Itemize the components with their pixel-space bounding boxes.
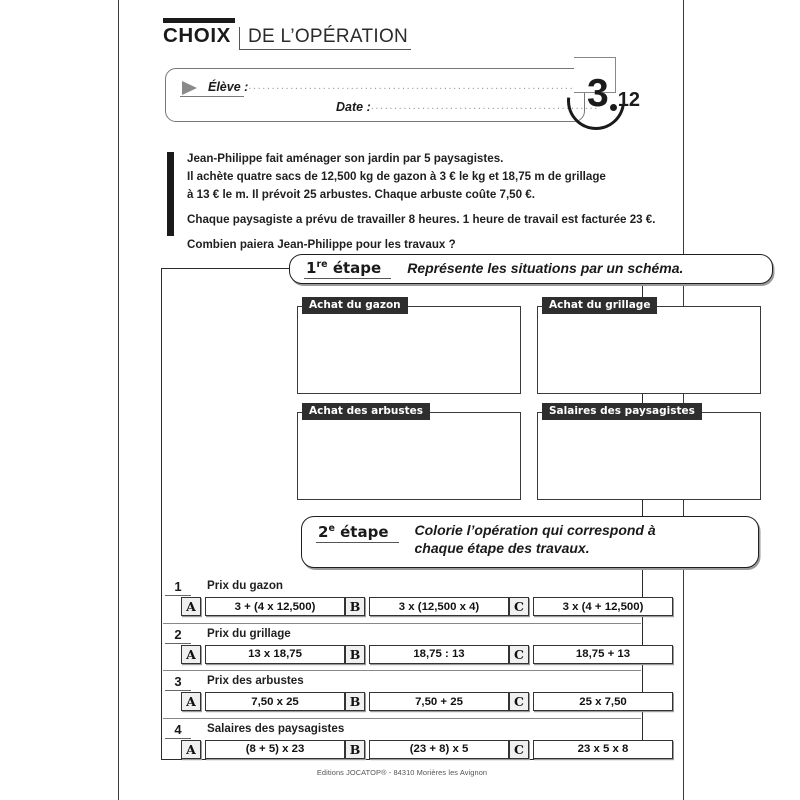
question-number: 1 [165,579,191,596]
question-title: Prix du gazon [207,579,284,592]
option-c[interactable] [509,740,673,759]
statement-accent-bar [167,152,174,236]
schema-box-arbustes[interactable] [297,405,521,500]
option-letter: C [509,597,529,616]
option-letter: A [181,645,201,664]
statement-line-2: Il achète quatre sacs de 12,500 kg de gazon à 3 € le kg et 18,75 m de grillage [187,169,606,183]
step-2-banner [301,516,759,568]
option-value[interactable]: 7,50 x 25 [205,692,345,711]
badge-dot-icon [610,104,617,111]
option-a[interactable] [181,597,345,616]
student-name-field[interactable] [208,80,574,94]
statement-line-3: à 13 € le m. Il prévoit 25 arbustes. Chaque arbuste coûte 7,50 €. [187,187,535,201]
date-field[interactable] [336,100,599,114]
question-number: 2 [165,627,191,644]
step-2-instruction-line-1: Colorie l’opération qui correspond à [414,522,656,538]
option-letter: B [345,740,365,759]
statement-line-4: Chaque paysagiste a prévu de travailler 8 heures. 1 heure de travail est facturée 23 €. [187,212,656,226]
title-subtitle: DE L’OPÉRATION [239,27,411,50]
option-letter: B [345,645,365,664]
option-value[interactable]: 18,75 + 13 [533,645,673,664]
option-b[interactable] [345,740,509,759]
step-1-instruction: Représente les situations par un schéma. [407,260,684,277]
date-label: Date : [336,100,371,114]
badge-minor-number: 12 [617,89,640,111]
option-a[interactable] [181,740,345,759]
option-value[interactable]: 3 + (4 x 12,500) [205,597,345,616]
date-dots: ................................................. [370,100,599,112]
option-letter: C [509,645,529,664]
option-value[interactable]: (23 + 8) x 5 [369,740,509,759]
exercise-number-badge [587,74,640,113]
step-1-banner [289,254,773,284]
schema-box-gazon[interactable] [297,299,521,394]
question-row [163,670,641,718]
option-b[interactable] [345,645,509,664]
problem-statement [167,150,657,254]
question-list [163,576,644,765]
step-2-tag: 2e étape [316,523,399,543]
title-main: CHOIX [163,24,231,47]
option-value[interactable]: 3 x (12,500 x 4) [369,597,509,616]
schema-box-grillage[interactable] [537,299,761,394]
schema-label: Achat des arbustes [302,403,430,420]
question-row [163,718,641,766]
option-letter: A [181,597,201,616]
schema-label: Achat du grillage [542,297,657,314]
option-letter: A [181,740,201,759]
schema-label: Salaires des paysagistes [542,403,702,420]
step-1-tag: 1re étape [304,259,391,279]
statement-line-1: Jean-Philippe fait aménager son jardin par 5 paysagistes. [187,152,504,165]
question-number: 3 [165,674,191,691]
option-a[interactable] [181,645,345,664]
option-value[interactable]: 23 x 5 x 8 [533,740,673,759]
student-name-dots: ...................................................................... [248,80,575,92]
step-2-instruction [415,522,656,557]
badge-major-number: 3 [587,72,609,115]
question-row [163,623,641,671]
question-row [163,576,644,623]
option-letter: B [345,597,365,616]
option-letter: C [509,740,529,759]
triangle-arrow-icon [182,81,197,95]
page-title [163,18,623,50]
identity-underline [180,96,244,97]
option-a[interactable] [181,692,345,711]
option-c[interactable] [509,597,673,616]
option-value[interactable]: 25 x 7,50 [533,692,673,711]
question-title: Salaires des paysagistes [207,721,345,735]
option-letter: C [509,692,529,711]
question-title: Prix du grillage [207,626,291,640]
option-c[interactable] [509,692,673,711]
option-b[interactable] [345,597,509,616]
question-title: Prix des arbustes [207,674,304,687]
footer-text: Editions JOCATOP® - 84310 Morières les Avignon [316,768,488,777]
option-letter: A [181,692,201,711]
worksheet-page [118,0,695,800]
option-value[interactable]: (8 + 5) x 23 [205,740,345,759]
option-value[interactable]: 7,50 + 25 [369,692,509,711]
student-name-label: Élève : [208,80,249,94]
option-b[interactable] [345,692,509,711]
option-value[interactable]: 18,75 : 13 [369,645,509,664]
title-rule [163,18,235,23]
option-letter: B [345,692,365,711]
identity-box [165,68,599,122]
schema-box-salaires[interactable] [537,405,761,500]
question-number: 4 [165,722,191,739]
option-value[interactable]: 13 x 18,75 [205,645,345,664]
statement-question: Combien paiera Jean-Philippe pour les travaux ? [187,237,456,251]
schema-label: Achat du gazon [302,297,408,314]
step-2-instruction-line-2: chaque étape des travaux. [414,539,590,556]
option-c[interactable] [509,645,673,664]
option-value[interactable]: 3 x (4 + 12,500) [533,597,673,616]
